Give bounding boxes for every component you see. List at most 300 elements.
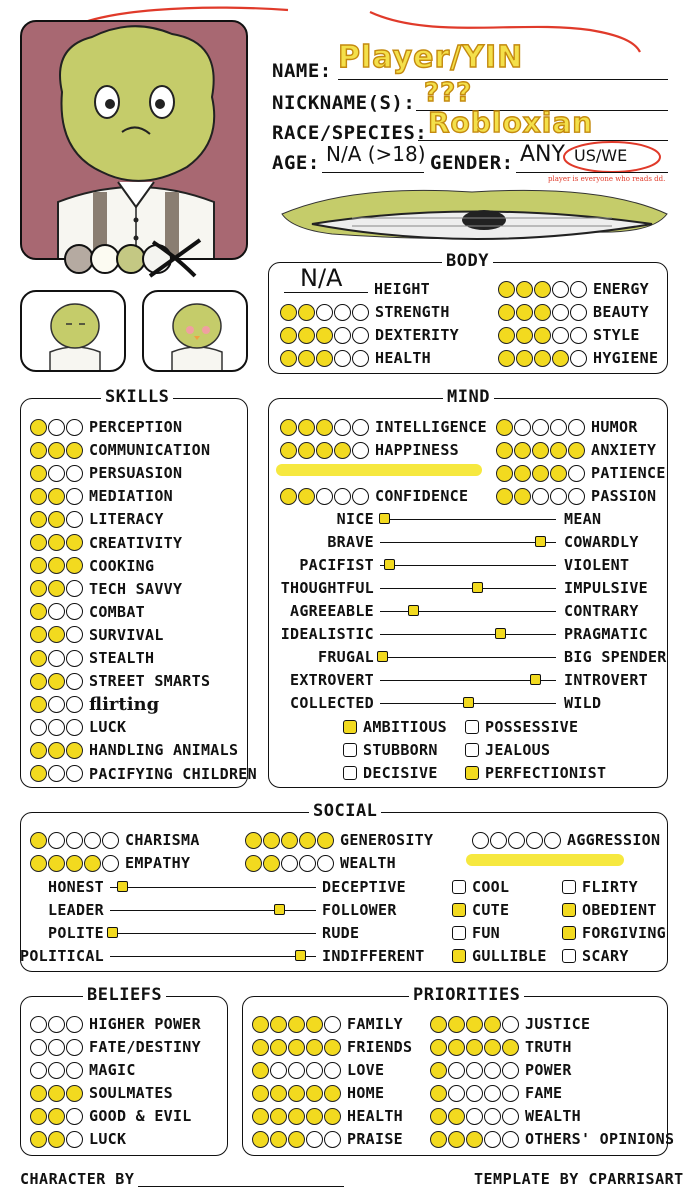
rating-dot[interactable]	[48, 855, 65, 872]
mind-trait-ambitious[interactable]	[343, 716, 447, 738]
rating-dot[interactable]	[316, 442, 333, 459]
rating-dot[interactable]	[317, 832, 334, 849]
social-slider-honest-handle[interactable]	[117, 881, 128, 892]
rating-dot[interactable]	[48, 419, 65, 436]
rating-dot[interactable]	[30, 1108, 47, 1125]
rating-dot[interactable]	[30, 673, 47, 690]
rating-dot[interactable]	[466, 1108, 483, 1125]
rating-dot[interactable]	[306, 1016, 323, 1033]
rating-dot[interactable]	[306, 1085, 323, 1102]
mind-slider-pacifist-track[interactable]	[380, 565, 556, 566]
rating-dot[interactable]	[316, 304, 333, 321]
rating-dots[interactable]	[30, 488, 83, 505]
rating-dots[interactable]	[30, 1016, 83, 1033]
rating-dot[interactable]	[570, 281, 587, 298]
rating-dot[interactable]	[66, 719, 83, 736]
social-trait-cute[interactable]	[452, 899, 509, 921]
rating-dot[interactable]	[498, 281, 515, 298]
rating-dot[interactable]	[252, 1131, 269, 1148]
rating-dot[interactable]	[306, 1062, 323, 1079]
rating-dot[interactable]	[102, 832, 119, 849]
rating-dot[interactable]	[66, 673, 83, 690]
rating-dot[interactable]	[270, 1085, 287, 1102]
rating-dot[interactable]	[252, 1108, 269, 1125]
rating-dots[interactable]	[496, 419, 585, 436]
rating-dot[interactable]	[30, 1131, 47, 1148]
rating-dot[interactable]	[306, 1108, 323, 1125]
rating-dot[interactable]	[466, 1131, 483, 1148]
rating-dots[interactable]	[496, 465, 585, 482]
rating-dot[interactable]	[502, 1062, 519, 1079]
rating-dot[interactable]	[298, 442, 315, 459]
rating-dots[interactable]	[30, 603, 83, 620]
rating-dot[interactable]	[298, 327, 315, 344]
rating-dot[interactable]	[30, 696, 47, 713]
trait-checkbox[interactable]	[343, 720, 357, 734]
rating-dot[interactable]	[30, 855, 47, 872]
rating-dot[interactable]	[280, 350, 297, 367]
rating-dot[interactable]	[532, 419, 549, 436]
rating-dot[interactable]	[352, 488, 369, 505]
rating-dots[interactable]	[30, 557, 83, 574]
rating-dot[interactable]	[430, 1131, 447, 1148]
rating-dot[interactable]	[484, 1085, 501, 1102]
rating-dot[interactable]	[298, 419, 315, 436]
rating-dot[interactable]	[316, 488, 333, 505]
trait-checkbox[interactable]	[452, 949, 466, 963]
rating-dot[interactable]	[48, 557, 65, 574]
rating-dot[interactable]	[66, 765, 83, 782]
rating-dot[interactable]	[552, 327, 569, 344]
rating-dot[interactable]	[102, 855, 119, 872]
social-slider-leader-handle[interactable]	[274, 904, 285, 915]
rating-dot[interactable]	[299, 832, 316, 849]
social-trait-gullible[interactable]	[452, 945, 547, 967]
rating-dot[interactable]	[534, 281, 551, 298]
rating-dot[interactable]	[472, 832, 489, 849]
mind-trait-jealous[interactable]	[465, 739, 550, 761]
social-trait-scary[interactable]	[562, 945, 629, 967]
rating-dots[interactable]	[280, 350, 369, 367]
rating-dot[interactable]	[466, 1085, 483, 1102]
rating-dot[interactable]	[317, 855, 334, 872]
rating-dot[interactable]	[316, 350, 333, 367]
rating-dot[interactable]	[516, 304, 533, 321]
rating-dot[interactable]	[30, 626, 47, 643]
rating-dots[interactable]	[30, 765, 83, 782]
rating-dots[interactable]	[496, 488, 585, 505]
mind-slider-pacifist-handle[interactable]	[384, 559, 395, 570]
rating-dot[interactable]	[334, 350, 351, 367]
rating-dot[interactable]	[448, 1131, 465, 1148]
rating-dots[interactable]	[252, 1039, 341, 1056]
rating-dot[interactable]	[568, 465, 585, 482]
rating-dot[interactable]	[552, 350, 569, 367]
rating-dot[interactable]	[48, 765, 65, 782]
mind-slider-idealistic-handle[interactable]	[495, 628, 506, 639]
rating-dot[interactable]	[30, 419, 47, 436]
rating-dot[interactable]	[334, 304, 351, 321]
rating-dot[interactable]	[30, 765, 47, 782]
rating-dots[interactable]	[30, 1108, 83, 1125]
rating-dot[interactable]	[280, 488, 297, 505]
rating-dot[interactable]	[352, 442, 369, 459]
trait-checkbox[interactable]	[343, 743, 357, 757]
mind-slider-idealistic-track[interactable]	[380, 634, 556, 635]
rating-dots[interactable]	[472, 832, 561, 849]
rating-dots[interactable]	[496, 442, 585, 459]
rating-dot[interactable]	[498, 327, 515, 344]
rating-dot[interactable]	[484, 1016, 501, 1033]
rating-dot[interactable]	[30, 742, 47, 759]
rating-dot[interactable]	[544, 832, 561, 849]
rating-dots[interactable]	[252, 1016, 341, 1033]
rating-dots[interactable]	[498, 304, 587, 321]
rating-dots[interactable]	[30, 855, 119, 872]
rating-dot[interactable]	[263, 855, 280, 872]
rating-dot[interactable]	[534, 304, 551, 321]
trait-checkbox[interactable]	[562, 880, 576, 894]
rating-dot[interactable]	[324, 1039, 341, 1056]
trait-checkbox[interactable]	[465, 743, 479, 757]
rating-dot[interactable]	[448, 1085, 465, 1102]
rating-dot[interactable]	[570, 327, 587, 344]
rating-dot[interactable]	[30, 488, 47, 505]
rating-dots[interactable]	[30, 465, 83, 482]
rating-dot[interactable]	[66, 1085, 83, 1102]
rating-dots[interactable]	[30, 442, 83, 459]
rating-dot[interactable]	[430, 1062, 447, 1079]
mind-trait-stubborn[interactable]	[343, 739, 438, 761]
rating-dot[interactable]	[316, 327, 333, 344]
rating-dots[interactable]	[30, 626, 83, 643]
mind-slider-brave-handle[interactable]	[535, 536, 546, 547]
rating-dots[interactable]	[30, 696, 83, 713]
rating-dots[interactable]	[430, 1108, 519, 1125]
rating-dot[interactable]	[498, 304, 515, 321]
rating-dot[interactable]	[324, 1016, 341, 1033]
rating-dot[interactable]	[66, 1131, 83, 1148]
mind-slider-frugal-handle[interactable]	[377, 651, 388, 662]
rating-dots[interactable]	[252, 1108, 341, 1125]
rating-dot[interactable]	[552, 304, 569, 321]
rating-dot[interactable]	[550, 419, 567, 436]
rating-dot[interactable]	[514, 465, 531, 482]
rating-dot[interactable]	[352, 419, 369, 436]
trait-checkbox[interactable]	[562, 926, 576, 940]
rating-dot[interactable]	[298, 350, 315, 367]
rating-dot[interactable]	[84, 855, 101, 872]
rating-dots[interactable]	[498, 350, 587, 367]
rating-dot[interactable]	[30, 719, 47, 736]
rating-dots[interactable]	[30, 1131, 83, 1148]
rating-dot[interactable]	[532, 465, 549, 482]
rating-dot[interactable]	[66, 696, 83, 713]
rating-dot[interactable]	[324, 1108, 341, 1125]
rating-dots[interactable]	[430, 1062, 519, 1079]
rating-dot[interactable]	[550, 442, 567, 459]
rating-dot[interactable]	[281, 832, 298, 849]
rating-dot[interactable]	[245, 832, 262, 849]
rating-dot[interactable]	[48, 534, 65, 551]
rating-dot[interactable]	[324, 1085, 341, 1102]
rating-dot[interactable]	[30, 580, 47, 597]
rating-dots[interactable]	[252, 1062, 341, 1079]
rating-dot[interactable]	[270, 1108, 287, 1125]
social-trait-flirty[interactable]	[562, 876, 638, 898]
rating-dot[interactable]	[66, 626, 83, 643]
rating-dot[interactable]	[532, 488, 549, 505]
rating-dot[interactable]	[66, 1062, 83, 1079]
rating-dot[interactable]	[48, 1039, 65, 1056]
rating-dots[interactable]	[430, 1131, 519, 1148]
rating-dot[interactable]	[30, 534, 47, 551]
rating-dot[interactable]	[568, 419, 585, 436]
rating-dot[interactable]	[30, 832, 47, 849]
rating-dot[interactable]	[30, 557, 47, 574]
rating-dot[interactable]	[534, 350, 551, 367]
social-trait-cool[interactable]	[452, 876, 509, 898]
rating-dot[interactable]	[48, 465, 65, 482]
rating-dot[interactable]	[502, 1085, 519, 1102]
rating-dot[interactable]	[66, 465, 83, 482]
rating-dot[interactable]	[334, 419, 351, 436]
social-slider-leader-track[interactable]	[110, 910, 316, 911]
rating-dot[interactable]	[570, 304, 587, 321]
rating-dot[interactable]	[66, 442, 83, 459]
rating-dot[interactable]	[550, 488, 567, 505]
rating-dot[interactable]	[496, 442, 513, 459]
mind-trait-decisive[interactable]	[343, 762, 438, 784]
trait-checkbox[interactable]	[452, 903, 466, 917]
rating-dot[interactable]	[448, 1016, 465, 1033]
rating-dot[interactable]	[352, 304, 369, 321]
rating-dot[interactable]	[30, 1085, 47, 1102]
rating-dot[interactable]	[48, 673, 65, 690]
rating-dot[interactable]	[502, 1131, 519, 1148]
social-trait-obedient[interactable]	[562, 899, 657, 921]
rating-dots[interactable]	[245, 855, 334, 872]
rating-dot[interactable]	[66, 488, 83, 505]
rating-dot[interactable]	[30, 511, 47, 528]
rating-dot[interactable]	[66, 832, 83, 849]
rating-dots[interactable]	[498, 281, 587, 298]
rating-dots[interactable]	[245, 832, 334, 849]
rating-dot[interactable]	[484, 1131, 501, 1148]
trait-checkbox[interactable]	[343, 766, 357, 780]
rating-dot[interactable]	[352, 350, 369, 367]
rating-dot[interactable]	[484, 1108, 501, 1125]
social-slider-honest-track[interactable]	[110, 887, 316, 888]
mind-slider-brave-track[interactable]	[380, 542, 556, 543]
trait-checkbox[interactable]	[562, 903, 576, 917]
rating-dots[interactable]	[430, 1039, 519, 1056]
rating-dot[interactable]	[306, 1039, 323, 1056]
social-trait-fun[interactable]	[452, 922, 500, 944]
rating-dot[interactable]	[430, 1039, 447, 1056]
rating-dot[interactable]	[30, 650, 47, 667]
rating-dots[interactable]	[30, 1039, 83, 1056]
rating-dot[interactable]	[30, 465, 47, 482]
rating-dots[interactable]	[252, 1085, 341, 1102]
rating-dot[interactable]	[430, 1108, 447, 1125]
rating-dot[interactable]	[288, 1039, 305, 1056]
rating-dot[interactable]	[66, 419, 83, 436]
rating-dot[interactable]	[48, 1062, 65, 1079]
rating-dot[interactable]	[280, 327, 297, 344]
rating-dot[interactable]	[48, 719, 65, 736]
rating-dot[interactable]	[448, 1108, 465, 1125]
rating-dot[interactable]	[534, 327, 551, 344]
rating-dot[interactable]	[484, 1039, 501, 1056]
rating-dot[interactable]	[496, 488, 513, 505]
rating-dot[interactable]	[550, 465, 567, 482]
social-slider-political-handle[interactable]	[295, 950, 306, 961]
rating-dot[interactable]	[270, 1131, 287, 1148]
mind-trait-perfectionist[interactable]	[465, 762, 606, 784]
rating-dot[interactable]	[430, 1085, 447, 1102]
rating-dot[interactable]	[30, 603, 47, 620]
rating-dot[interactable]	[48, 742, 65, 759]
rating-dot[interactable]	[48, 832, 65, 849]
rating-dot[interactable]	[270, 1062, 287, 1079]
rating-dots[interactable]	[30, 742, 83, 759]
rating-dot[interactable]	[280, 304, 297, 321]
rating-dot[interactable]	[280, 442, 297, 459]
rating-dot[interactable]	[48, 1085, 65, 1102]
rating-dot[interactable]	[288, 1085, 305, 1102]
mind-slider-collected-handle[interactable]	[463, 697, 474, 708]
social-slider-political-track[interactable]	[110, 956, 316, 957]
rating-dots[interactable]	[30, 719, 83, 736]
trait-checkbox[interactable]	[465, 720, 479, 734]
rating-dot[interactable]	[514, 488, 531, 505]
mind-trait-possessive[interactable]	[465, 716, 578, 738]
rating-dot[interactable]	[66, 742, 83, 759]
rating-dots[interactable]	[30, 580, 83, 597]
rating-dots[interactable]	[280, 488, 369, 505]
rating-dot[interactable]	[48, 1108, 65, 1125]
rating-dot[interactable]	[48, 603, 65, 620]
rating-dot[interactable]	[466, 1062, 483, 1079]
rating-dots[interactable]	[252, 1131, 341, 1148]
rating-dot[interactable]	[334, 327, 351, 344]
rating-dot[interactable]	[324, 1062, 341, 1079]
rating-dot[interactable]	[568, 442, 585, 459]
mind-slider-thoughtful-track[interactable]	[380, 588, 556, 589]
rating-dot[interactable]	[288, 1016, 305, 1033]
rating-dot[interactable]	[281, 855, 298, 872]
rating-dot[interactable]	[298, 304, 315, 321]
rating-dot[interactable]	[30, 1062, 47, 1079]
rating-dots[interactable]	[430, 1085, 519, 1102]
mind-slider-frugal-track[interactable]	[380, 657, 556, 658]
mind-slider-nice-track[interactable]	[380, 519, 556, 520]
rating-dot[interactable]	[252, 1039, 269, 1056]
social-slider-polite-track[interactable]	[110, 933, 316, 934]
rating-dot[interactable]	[526, 832, 543, 849]
rating-dot[interactable]	[48, 580, 65, 597]
rating-dot[interactable]	[270, 1039, 287, 1056]
mind-slider-extrovert-handle[interactable]	[530, 674, 541, 685]
rating-dot[interactable]	[466, 1016, 483, 1033]
rating-dots[interactable]	[30, 419, 83, 436]
rating-dot[interactable]	[252, 1085, 269, 1102]
rating-dot[interactable]	[514, 419, 531, 436]
rating-dot[interactable]	[66, 603, 83, 620]
trait-checkbox[interactable]	[452, 926, 466, 940]
rating-dot[interactable]	[288, 1131, 305, 1148]
rating-dot[interactable]	[48, 1131, 65, 1148]
mind-slider-thoughtful-handle[interactable]	[472, 582, 483, 593]
rating-dots[interactable]	[30, 650, 83, 667]
rating-dots[interactable]	[30, 534, 83, 551]
rating-dot[interactable]	[288, 1062, 305, 1079]
rating-dot[interactable]	[30, 1039, 47, 1056]
rating-dot[interactable]	[48, 442, 65, 459]
rating-dot[interactable]	[66, 511, 83, 528]
rating-dot[interactable]	[252, 1016, 269, 1033]
mind-slider-nice-handle[interactable]	[379, 513, 390, 524]
rating-dots[interactable]	[280, 327, 369, 344]
rating-dots[interactable]	[280, 419, 369, 436]
rating-dot[interactable]	[514, 442, 531, 459]
rating-dot[interactable]	[508, 832, 525, 849]
rating-dot[interactable]	[298, 488, 315, 505]
rating-dot[interactable]	[502, 1108, 519, 1125]
rating-dot[interactable]	[66, 1108, 83, 1125]
rating-dot[interactable]	[48, 511, 65, 528]
rating-dot[interactable]	[66, 534, 83, 551]
trait-checkbox[interactable]	[465, 766, 479, 780]
rating-dot[interactable]	[48, 1016, 65, 1033]
rating-dot[interactable]	[66, 1016, 83, 1033]
rating-dot[interactable]	[532, 442, 549, 459]
rating-dot[interactable]	[245, 855, 262, 872]
rating-dot[interactable]	[288, 1108, 305, 1125]
rating-dot[interactable]	[484, 1062, 501, 1079]
rating-dot[interactable]	[516, 281, 533, 298]
social-slider-polite-handle[interactable]	[107, 927, 118, 938]
rating-dot[interactable]	[30, 1016, 47, 1033]
rating-dot[interactable]	[502, 1016, 519, 1033]
mind-slider-agreeable-track[interactable]	[380, 611, 556, 612]
rating-dot[interactable]	[306, 1131, 323, 1148]
rating-dot[interactable]	[496, 465, 513, 482]
rating-dot[interactable]	[48, 650, 65, 667]
rating-dot[interactable]	[48, 626, 65, 643]
trait-checkbox[interactable]	[562, 949, 576, 963]
rating-dot[interactable]	[334, 488, 351, 505]
rating-dots[interactable]	[30, 832, 119, 849]
rating-dot[interactable]	[516, 350, 533, 367]
rating-dot[interactable]	[30, 442, 47, 459]
rating-dot[interactable]	[570, 350, 587, 367]
rating-dot[interactable]	[496, 419, 513, 436]
rating-dot[interactable]	[324, 1131, 341, 1148]
rating-dot[interactable]	[84, 832, 101, 849]
rating-dot[interactable]	[66, 855, 83, 872]
rating-dot[interactable]	[280, 419, 297, 436]
rating-dots[interactable]	[30, 1085, 83, 1102]
social-trait-forgiving[interactable]	[562, 922, 666, 944]
rating-dot[interactable]	[516, 327, 533, 344]
rating-dots[interactable]	[30, 1062, 83, 1079]
rating-dots[interactable]	[498, 327, 587, 344]
trait-checkbox[interactable]	[452, 880, 466, 894]
rating-dots[interactable]	[280, 442, 369, 459]
rating-dots[interactable]	[30, 673, 83, 690]
